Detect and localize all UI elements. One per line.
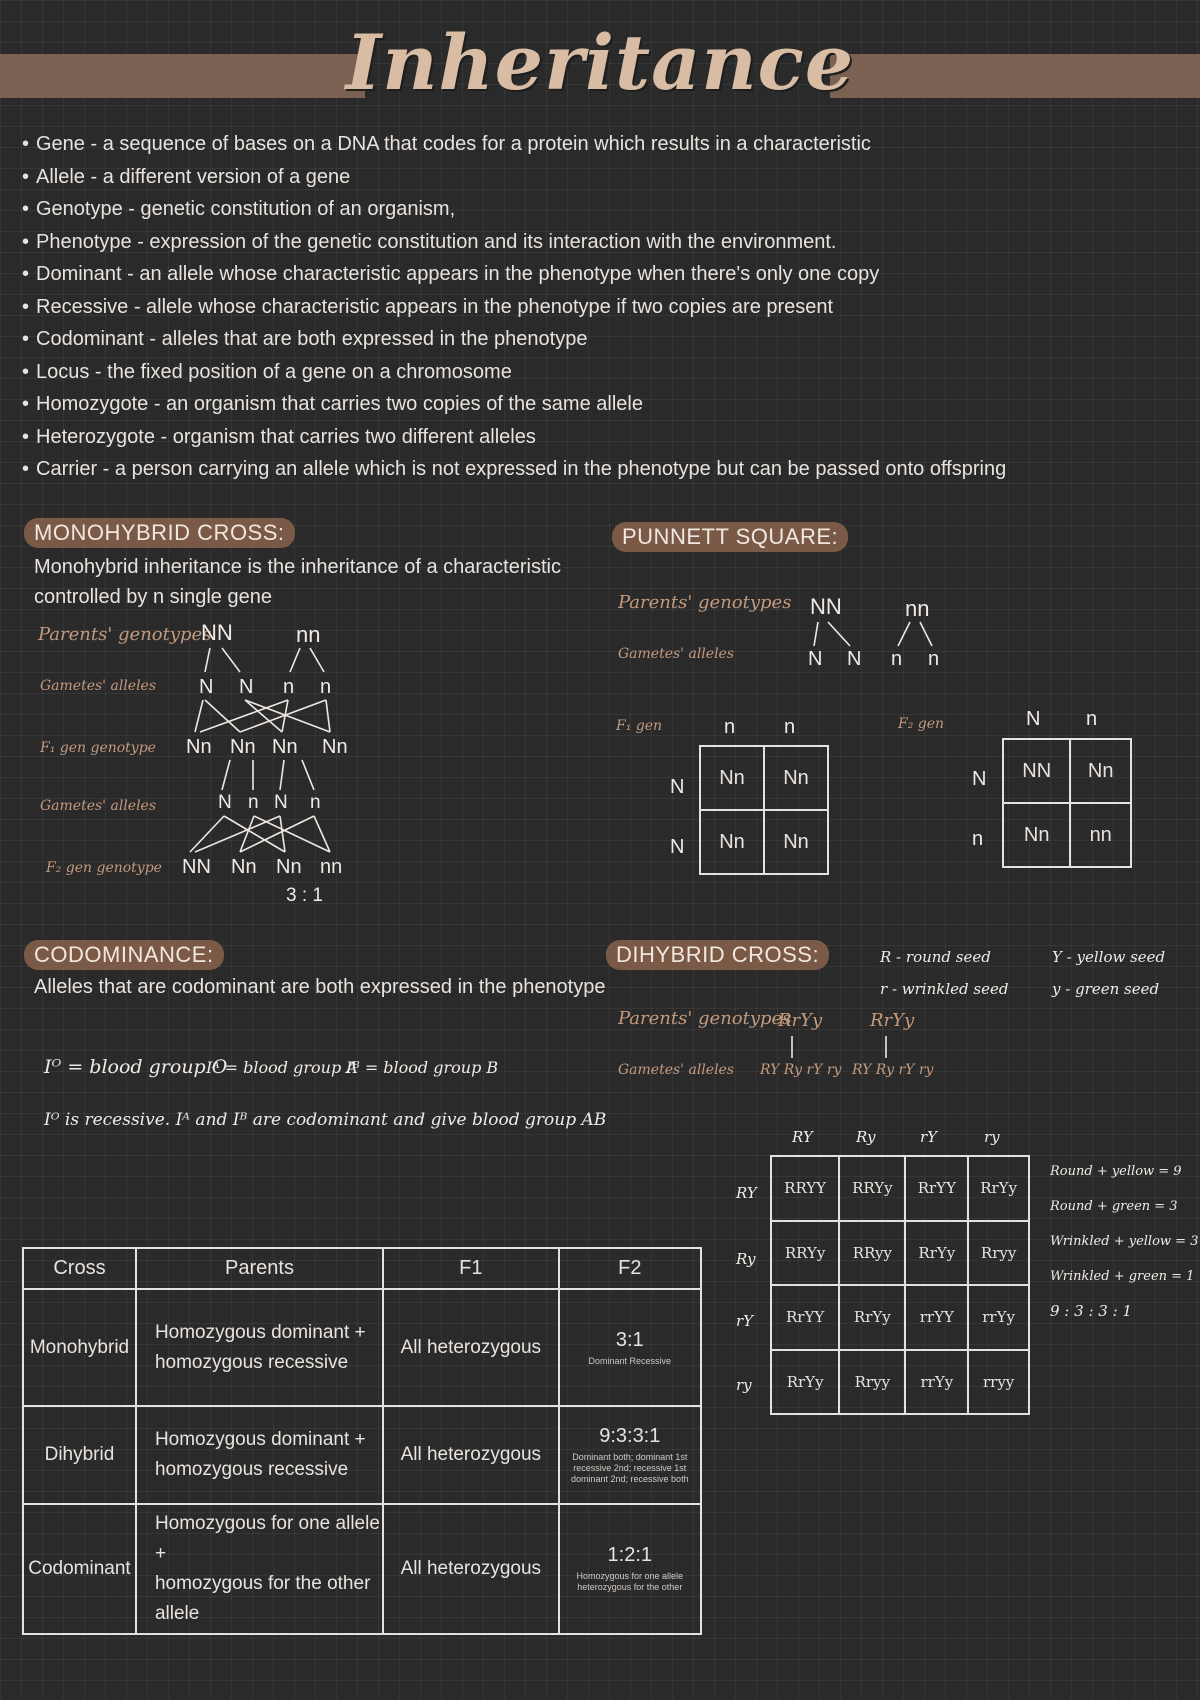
- dihybrid-cell: Rryy: [839, 1350, 905, 1415]
- mono-f1: Nn: [186, 736, 212, 758]
- mono-f2: NN: [182, 856, 211, 878]
- dihybrid-cell: rrYy: [905, 1350, 968, 1415]
- table-cell-cross: Dihybrid: [23, 1406, 136, 1504]
- punnett-cell: Nn: [700, 746, 764, 810]
- mono-label-gametes1: Gametes' alleles: [40, 678, 157, 694]
- dihybrid-cell: Rryy: [968, 1221, 1029, 1286]
- punnett-grid-2: [1002, 738, 1132, 868]
- codominance-heading: CODOMINANCE:: [24, 940, 224, 970]
- definition-item: • Carrier - a person carrying an allele which is not expressed in the phenotype but can be passed onto offspring: [22, 458, 1007, 480]
- dihybrid-punnett-grid: [770, 1155, 1030, 1415]
- punnett-parent: NN: [810, 594, 842, 619]
- punnett-cell: Nn: [764, 746, 828, 810]
- dihybrid-cell: RrYy: [771, 1350, 839, 1415]
- punnett-gamete: n: [928, 648, 940, 670]
- punnett-cell: Nn: [700, 810, 764, 874]
- punnett-label-gametes: Gametes' alleles: [618, 646, 735, 662]
- mono-gamete: N: [199, 676, 214, 698]
- mono-gamete2: N: [218, 792, 232, 813]
- punnett-cell: Nn: [1003, 803, 1070, 867]
- mono-ratio: 3 : 1: [286, 885, 323, 906]
- dihybrid-results: [1050, 1154, 1198, 1329]
- dihybrid-cell: rryy: [968, 1350, 1029, 1415]
- table-header-row: [23, 1248, 701, 1289]
- punnett-grid1-row: N: [670, 836, 685, 858]
- punnett-cell: nn: [1070, 803, 1131, 867]
- table-row: [23, 1504, 701, 1634]
- mono-label-gametes2: Gametes' alleles: [40, 798, 157, 814]
- mono-f2: nn: [320, 856, 343, 878]
- dihybrid-cell: RRyy: [839, 1221, 905, 1286]
- punnett-grid2-row: N: [972, 768, 987, 790]
- table-header: Cross: [23, 1248, 136, 1289]
- table-cell-f1: All heterozygous: [383, 1504, 559, 1634]
- mono-f2: Nn: [231, 856, 257, 878]
- dihybrid-cell: rrYy: [968, 1285, 1029, 1350]
- table-cell-f2: 3:1 Dominant Recessive: [559, 1289, 701, 1407]
- table-header: F1: [383, 1248, 559, 1289]
- table-cell-parents: Homozygous for one allele + homozygous for the other allele: [136, 1504, 383, 1634]
- dihybrid-result: Round + yellow = 9: [1050, 1164, 1182, 1179]
- definition-item: • Homozygote - an organism that carries two copies of the same allele: [22, 393, 643, 415]
- punnett-grid1-col: n: [724, 716, 736, 738]
- dihybrid-col: rY: [920, 1128, 938, 1146]
- dihybrid-cell: RrYY: [905, 1156, 968, 1221]
- dihybrid-col: ry: [984, 1128, 1000, 1146]
- definition-item: • Codominant - alleles that are both expressed in the phenotype: [22, 328, 588, 350]
- mono-label-f1: F₁ gen genotype: [40, 740, 156, 756]
- dihybrid-row: RY: [736, 1184, 757, 1202]
- definition-item: • Recessive - allele whose characteristic appears in the phenotype if two copies are present: [22, 295, 834, 318]
- dihybrid-ratio: 9 : 3 : 3 : 1: [1050, 1302, 1132, 1320]
- table-cell-f1: All heterozygous: [383, 1406, 559, 1504]
- table-header: Parents: [136, 1248, 383, 1289]
- mono-gamete: n: [320, 676, 332, 698]
- table-header: F2: [559, 1248, 701, 1289]
- mono-label-parents: Parents' genotypes: [38, 624, 212, 645]
- definition-item: • Phenotype - expression of the genetic constitution and its interaction with the environment.: [22, 230, 837, 253]
- dihybrid-cell: RRYy: [771, 1221, 839, 1286]
- dihybrid-col: Ry: [856, 1128, 876, 1146]
- mono-f1: Nn: [272, 736, 298, 758]
- definition-item: • Heterozygote - organism that carries two different alleles: [22, 425, 536, 448]
- punnett-label-parents: Parents' genotypes: [618, 592, 792, 613]
- punnett-gamete: n: [891, 648, 903, 670]
- dihybrid-key: y - green seed: [1052, 980, 1160, 998]
- table-cell-parents: Homozygous dominant + homozygous recessive: [136, 1289, 383, 1407]
- table-cell-f2: 9:3:3:1 Dominant both; dominant 1st recessive 2nd; recessive 1st dominant 2nd; recessive both: [559, 1406, 701, 1504]
- dihybrid-gametes: RY Ry rY ry: [760, 1062, 842, 1078]
- punnett-cell: Nn: [764, 810, 828, 874]
- punnett-label-f1b: F₂ gen: [898, 716, 945, 732]
- mono-label-f2: F₂ gen genotype: [46, 860, 162, 876]
- definition-item: • Locus - the fixed position of a gene on a chromosome: [22, 360, 512, 383]
- dihybrid-cell: RrYy: [968, 1156, 1029, 1221]
- dihybrid-cell: RrYy: [839, 1285, 905, 1350]
- mono-f1: Nn: [322, 736, 348, 758]
- punnett-grid2-col: n: [1086, 708, 1098, 730]
- punnett-grid2-col: N: [1026, 708, 1041, 730]
- mono-gamete: N: [239, 676, 254, 698]
- dihybrid-row: Ry: [736, 1250, 756, 1268]
- dihybrid-result: Wrinkled + green = 1: [1050, 1269, 1195, 1284]
- definition-item: • Gene - a sequence of bases on a DNA that codes for a protein which results in a characteristic: [22, 133, 871, 155]
- dihybrid-cell: RRYY: [771, 1156, 839, 1221]
- codominance-text: Alleles that are codominant are both expressed in the phenotype: [34, 976, 606, 998]
- definition-item: • Dominant - an allele whose characteristic appears in the phenotype when there's only one copy: [22, 263, 880, 285]
- dihybrid-key: r - wrinkled seed: [880, 980, 1009, 998]
- punnett-gamete: N: [808, 648, 823, 670]
- dihybrid-label-parents: Parents' genotypes: [618, 1008, 792, 1029]
- dihybrid-col: RY: [792, 1128, 813, 1146]
- table-cell-f1: All heterozygous: [383, 1289, 559, 1407]
- mono-gamete2: n: [248, 792, 259, 813]
- dihybrid-key: Y - yellow seed: [1052, 948, 1166, 966]
- dihybrid-cell: RrYy: [905, 1221, 968, 1286]
- punnett-cell: Nn: [1070, 739, 1131, 803]
- punnett-gamete: N: [847, 648, 862, 670]
- dihybrid-result: Wrinkled + yellow = 3: [1050, 1234, 1199, 1249]
- monohybrid-text: Monohybrid inheritance is the inheritance of a characteristic controlled by n single gene: [34, 556, 561, 608]
- dihybrid-result: Round + green = 3: [1050, 1199, 1178, 1214]
- dihybrid-cell: RRYy: [839, 1156, 905, 1221]
- punnett-parent: nn: [905, 596, 930, 621]
- mono-f1: Nn: [230, 736, 256, 758]
- codominance-eq-a: Iᴬ = blood group A: [206, 1058, 358, 1077]
- mono-gamete2: n: [310, 792, 321, 813]
- definition-item: • Genotype - genetic constitution of an organism,: [22, 198, 456, 220]
- dihybrid-parent: RrYy: [778, 1010, 823, 1031]
- dihybrid-row: rY: [736, 1312, 754, 1330]
- dihybrid-heading: DIHYBRID CROSS:: [606, 940, 829, 970]
- definition-item: • Allele - a different version of a gene: [22, 165, 351, 188]
- cross-summary-table: [22, 1247, 702, 1635]
- table-cell-cross: Codominant: [23, 1504, 136, 1634]
- dihybrid-key: R - round seed: [880, 948, 991, 966]
- codominance-line2: Iᴼ is recessive. Iᴬ and Iᴮ are codominant and give blood group AB: [44, 1110, 607, 1130]
- table-cell-f2: 1:2:1 Homozygous for one allele heterozygous for the other: [559, 1504, 701, 1634]
- dihybrid-row: ry: [736, 1376, 752, 1394]
- mono-gamete: n: [283, 676, 295, 698]
- punnett-grid2-row: n: [972, 828, 984, 850]
- table-cell-cross: Monohybrid: [23, 1289, 136, 1407]
- punnett-grid1-col: n: [784, 716, 796, 738]
- codominance-eq-b: Iᴮ = blood group B: [346, 1058, 499, 1077]
- dihybrid-gametes: RY Ry rY ry: [852, 1062, 934, 1078]
- codominance-eq-o: Iᴼ = blood group O: [44, 1056, 228, 1078]
- mono-parent: nn: [296, 622, 321, 647]
- punnett-grid1-row: N: [670, 776, 685, 798]
- dihybrid-parent: RrYy: [870, 1010, 915, 1031]
- page-title: Inheritance: [345, 18, 855, 107]
- table-row: [23, 1406, 701, 1504]
- dihybrid-cell: RrYY: [771, 1285, 839, 1350]
- table-cell-parents: Homozygous dominant + homozygous recessive: [136, 1406, 383, 1504]
- table-row: [23, 1289, 701, 1407]
- dihybrid-label-gametes: Gametes' alleles: [618, 1062, 735, 1078]
- punnett-cell: NN: [1003, 739, 1070, 803]
- dihybrid-cell: rrYY: [905, 1285, 968, 1350]
- monohybrid-heading: MONOHYBRID CROSS:: [24, 518, 295, 548]
- mono-gamete2: N: [274, 792, 288, 813]
- mono-f2: Nn: [276, 856, 302, 878]
- punnett-label-f1a: F₁ gen: [616, 718, 663, 734]
- punnett-heading: PUNNETT SQUARE:: [612, 522, 848, 552]
- mono-parent: NN: [201, 620, 233, 645]
